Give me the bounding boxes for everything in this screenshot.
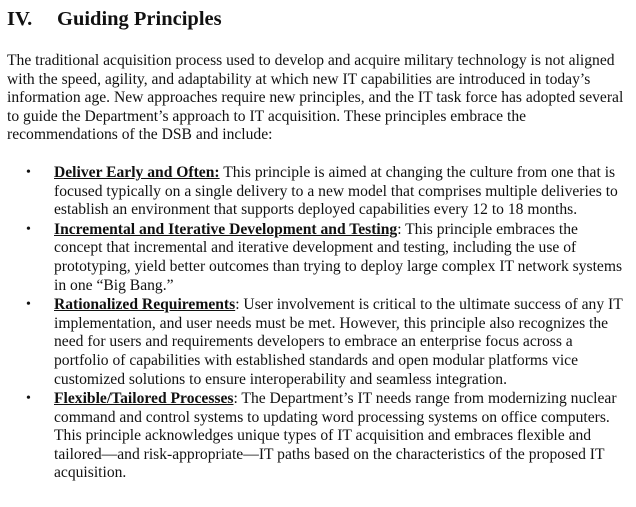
principle-item [7, 164, 629, 220]
principle-text: : The Department’s IT needs range from modernizing nuclear command and control systems to updating word processing systems on office computers. This principle acknowledges unique types of IT acquisition and embraces flexible and tailored—and risk-appropriate—IT paths based on the characteristics of the proposed IT acquisition. [54, 390, 617, 482]
intro-paragraph: The traditional acquisition process used to develop and acquire military technology is not aligned with the speed, agility, and adaptability at which new IT capabilities are introduced in today’s information age. New approaches require new principles, and the IT task force has adopted several to guide the Department’s approach to IT acquisition. These principles embrace the recommendations of the DSB and include: [7, 52, 624, 144]
bullet-icon: • [26, 391, 31, 407]
bullet-icon: • [26, 297, 31, 313]
principle-text: This principle is aimed at changing the culture from one that is focused typically on a single delivery to a new model that comprises multiple deliveries to establish an environment that supports deployed capabilities every 12 to 18 months. [54, 163, 618, 219]
section-heading [7, 7, 629, 31]
principle-term: Rationalized Requirements [54, 296, 236, 314]
bullet-icon: • [26, 221, 31, 237]
principle-term: Deliver Early and Often: [54, 163, 220, 181]
document-page [7, 0, 629, 484]
bullet-icon: • [26, 164, 31, 180]
principles-list [7, 164, 629, 483]
principle-item [7, 296, 629, 389]
principle-term: Incremental and Iterative Development and Testing [54, 220, 398, 238]
section-title: Guiding Principles [57, 8, 222, 30]
principle-item [7, 221, 629, 295]
principle-text: : User involvement is critical to the ultimate success of any IT implementation, and user needs must be met. However, this principle also recognizes the need for users and requirements developers to embrace an enterprise focus across a portfolio of capabilities with established standards and open modular platforms vice customized solutions to ensure interoperability and seamless integration. [54, 296, 623, 388]
section-number: IV. [7, 8, 33, 30]
principle-item [7, 390, 629, 483]
principle-text: : This principle embraces the concept that incremental and iterative development and testing, including the use of prototyping, yield better outcomes than trying to deploy large complex IT network systems in one “Big Bang.” [54, 220, 623, 294]
principle-term: Flexible/Tailored Processes [54, 390, 234, 408]
